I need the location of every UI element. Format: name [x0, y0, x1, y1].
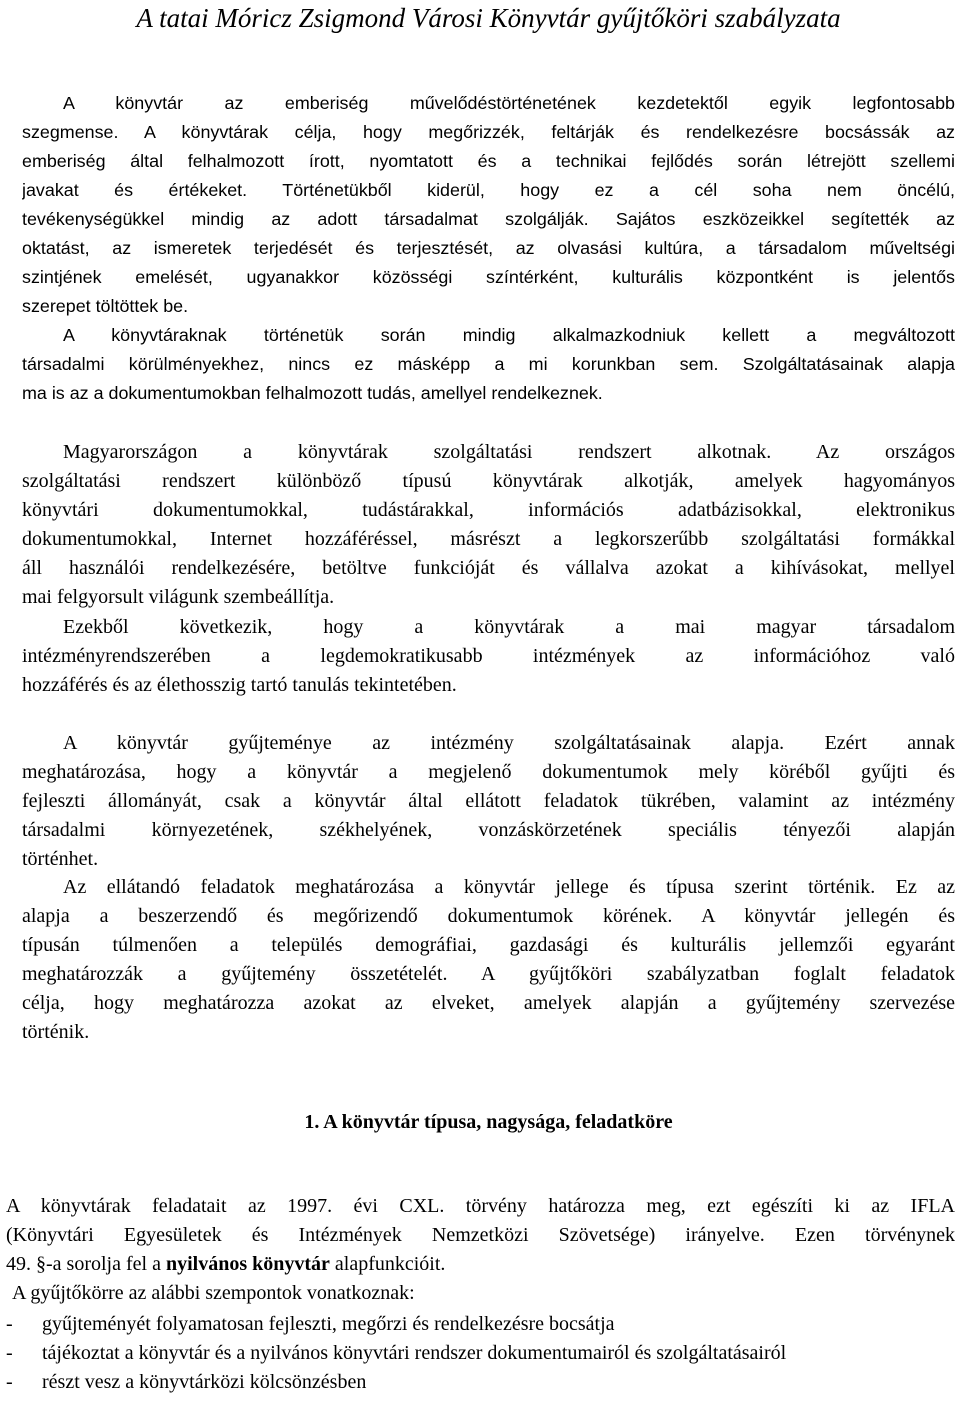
scope-intro: A gyűjtőkörre az alábbi szempontok vonatkoznak:: [12, 1282, 415, 1304]
paragraph-line: meghatározása, hogy a könyvtár a megjelenő dokumentumok mely köréből gyűjti és: [22, 761, 955, 783]
intro-line: társadalmi körülményekhez, nincs ez másképp a mi korunkban sem. Szolgáltatásainak alapja: [22, 354, 955, 374]
list-item-text: részt vesz a könyvtárközi kölcsönzésben: [42, 1371, 367, 1393]
paragraph-tasks: [22, 873, 955, 1047]
paragraph-line: társadalmi környezetének, székhelyének, vonzáskörzetének speciális tényezői alapján: [22, 819, 955, 841]
section-heading: 1. A könyvtár típusa, nagysága, feladatköre: [304, 1111, 673, 1133]
intro-line: szegmense. A könyvtárak célja, hogy megőrizzék, feltárják és rendelkezésre bocsássák az: [22, 122, 955, 142]
paragraph-line: könyvtári dokumentumokkal, tudástárakkal, információs adatbázisokkal, elektronikus: [22, 499, 955, 521]
paragraph-line: célja, hogy meghatározza azokat az elveket, amelyek alapján a gyűjtemény szervezése: [22, 992, 955, 1014]
dash-bullet: -: [6, 1313, 13, 1335]
list-item: [6, 1310, 955, 1339]
intro-line: javakat és értékeket. Történetükből kiderül, hogy ez a cél soha nem öncélú,: [22, 180, 955, 200]
paragraph-line: meghatározzák a gyűjtemény összetételét. A gyűjtőköri szabályzatban foglalt feladatok: [22, 963, 955, 985]
dash-bullet: -: [6, 1371, 13, 1393]
section-paragraph: [6, 1192, 955, 1308]
intro-paragraph: [22, 89, 955, 408]
paragraph-library-system: [22, 438, 955, 612]
paragraph-line: mai felgyorsult világunk szembeállítja.: [22, 586, 335, 608]
paragraph-line: A könyvtár gyűjteménye az intézmény szolgáltatásainak alapja. Ezért annak: [63, 732, 955, 754]
list-item-text: gyűjteményét folyamatosan fejleszti, megőrzi és rendelkezésre bocsátja: [42, 1313, 615, 1335]
list-item: [6, 1368, 955, 1397]
intro-line: tevékenységükkel mindig az adott társadalmat szolgálják. Sajátos eszközeikkel segítették az: [22, 209, 955, 229]
paragraph-line: Magyarországon a könyvtárak szolgáltatási rendszert alkotnak. Az országos: [63, 441, 955, 463]
section-line-text: alapfunkcióit.: [329, 1253, 446, 1275]
intro-line: oktatást, az ismeretek terjedését és terjesztését, az olvasási kultúra, a társadalom műveltségi: [22, 238, 955, 258]
paragraph-line: intézményrendszerében a legdemokratikusabb intézmények az információhoz való: [22, 645, 955, 667]
paragraph-line: szolgáltatási rendszert különböző típusú könyvtárak alkotják, amelyek hagyományos: [22, 470, 955, 492]
intro-line: szerepet töltöttek be.: [22, 296, 189, 316]
intro-line: A könyvtáraknak történetük során mindig alkalmazkodniuk kellett a megváltozott: [63, 325, 955, 345]
section-line: (Könyvtári Egyesületek és Intézmények Nemzetközi Szövetsége) irányelve. Ezen törvénynek: [6, 1224, 955, 1246]
paragraph-collection: [22, 729, 955, 874]
paragraph-line: Ezekből következik, hogy a könyvtárak a mai magyar társadalom: [63, 616, 955, 638]
scope-list: [6, 1310, 955, 1397]
paragraph-line: áll használói rendelkezésére, betöltve funkcióját és vállalva azokat a kihívásokat, mellyel: [22, 557, 955, 579]
paragraph-line: történhet.: [22, 848, 99, 870]
paragraph-line: történik.: [22, 1021, 90, 1043]
dash-bullet: -: [6, 1342, 13, 1364]
intro-line: A könyvtár az emberiség művelődéstörténetének kezdetektől egyik legfontosabb: [63, 93, 955, 113]
paragraph-line: Az ellátandó feladatok meghatározása a könyvtár jellege és típusa szerint történik. Ez az: [63, 876, 955, 898]
paragraph-democratic-institutions: [22, 613, 955, 700]
section-line: [6, 1250, 955, 1279]
section-line-text: 49. §-a sorolja fel a: [6, 1253, 166, 1275]
paragraph-line: típusán túlmenően a település demográfiai, gazdasági és kulturális jellemzői egyaránt: [22, 934, 955, 956]
intro-line: szintjének emelését, ugyanakkor közösségi színtérként, kulturális központként is jelentős: [22, 267, 955, 287]
intro-line: emberiség által felhalmozott írott, nyomtatott és a technikai fejlődés során létrejött szellemi: [22, 151, 955, 171]
paragraph-line: dokumentumokkal, Internet hozzáféréssel, másrészt a legkorszerűbb szolgáltatási formákkal: [22, 528, 955, 550]
paragraph-line: alapja a beszerzendő és megőrizendő dokumentumok körének. A könyvtár jellegén és: [22, 905, 955, 927]
list-item-text: tájékoztat a könyvtár és a nyilvános könyvtári rendszer dokumentumairól és szolgáltatásairól: [42, 1342, 787, 1364]
section-line: A könyvtárak feladatait az 1997. évi CXL. törvény határozza meg, ezt egészíti ki az IFLA: [6, 1195, 955, 1217]
document-title: A tatai Móricz Zsigmond Városi Könyvtár gyűjtőköri szabályzata: [136, 3, 841, 33]
paragraph-line: hozzáférés és az élethosszig tartó tanulás tekintetében.: [22, 674, 457, 696]
public-library-term: nyilvános könyvtár: [165, 1253, 330, 1275]
intro-line: ma is az a dokumentumokban felhalmozott tudás, amellyel rendelkeznek.: [22, 383, 603, 403]
paragraph-line: fejleszti állományát, csak a könyvtár által ellátott feladatok tükrében, valamint az intézmény: [22, 790, 955, 812]
list-item: [6, 1339, 955, 1368]
